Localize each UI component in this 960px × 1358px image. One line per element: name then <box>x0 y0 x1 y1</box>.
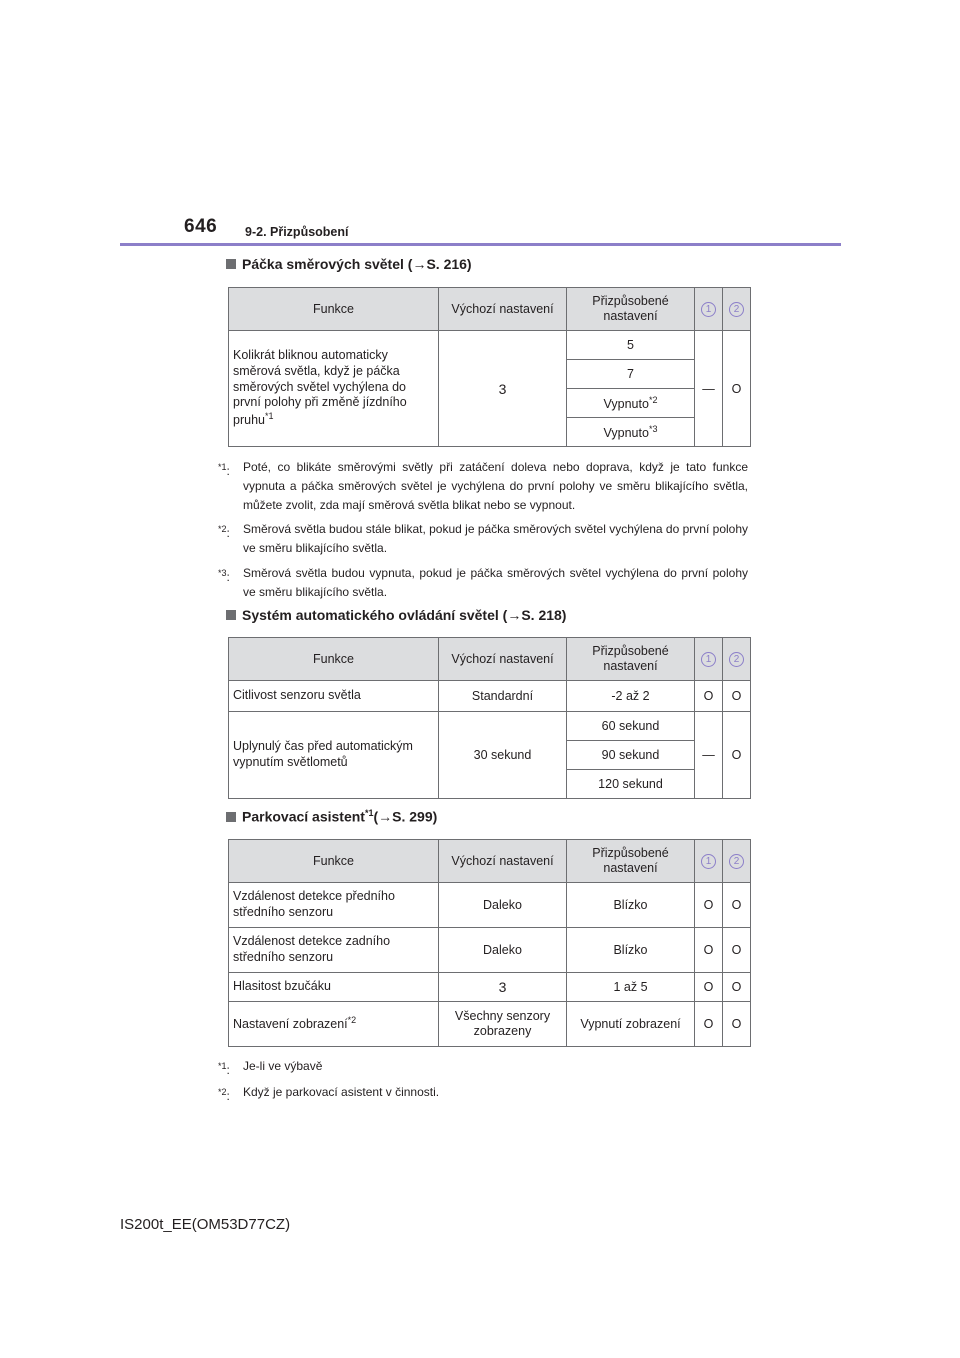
col-funkce: Funkce <box>229 638 439 681</box>
col-vychozi: Výchozí nastavení <box>439 288 567 331</box>
parking-assist-table <box>228 839 751 1047</box>
footnote-parking-2: $^{*2}$: Když je parkovací asistent v činnosti. <box>218 1085 440 1103</box>
arrow-icon: → <box>378 808 393 825</box>
cell-funkce: Kolikrát bliknou automaticky směrová světla, když je páčka směrových světel vychýlena do první polohy při změně jízdního pruhu <box>233 348 407 428</box>
heading-turn-signal: Páčka směrových světel (→S. 216) <box>226 256 472 272</box>
page-number: 646 <box>184 216 218 237</box>
cell-default: 3 <box>439 331 567 447</box>
cell-option: 7 <box>627 367 634 381</box>
table-row: Kolikrát bliknou automaticky směrová světla, když je páčka směrových světel vychýlena do první polohy při změně jízdního pruhu$^{*1}$ 3 5 — O <box>229 331 751 360</box>
col-prizpusobene: Přizpůsobené nastavení <box>567 288 695 331</box>
circle-1-icon: 1 <box>701 854 716 869</box>
footnote-2: $^{*2}$: Směrová světla budou stále blikat, pokud je páčka směrových světel vychýlena do první polohy ve směru blikajícího světla. <box>218 522 748 555</box>
heading-auto-light: Systém automatického ovládání světel (→S. 218) <box>226 607 566 623</box>
col-funkce: Funkce <box>229 840 439 883</box>
circle-1-icon: 1 <box>701 302 716 317</box>
arrow-icon: → <box>507 607 522 623</box>
col-vychozi: Výchozí nastavení <box>439 840 567 883</box>
table-row: Vzdálenost detekce předního středního senzoru Daleko Blízko O O <box>229 883 751 928</box>
footnote-parking-1: $^{*1}$: Je-li ve výbavě <box>218 1059 323 1077</box>
turn-signal-table: Funkce Výchozí nastavení Přizpůsobené nastavení 1 2 Kolikrát bliknou automaticky směrová světla, když je páčka směrových světel vychýlena do první polohy při změně jízdního pruhu$^{*1}$ 3 5 — O 7 Vypnuto$^{*2}$ Vypnuto$^{*3}$ <box>228 287 751 447</box>
table-row: Hlasitost bzučáku 3 1 až 5 O O <box>229 973 751 1002</box>
header-rule <box>120 243 841 246</box>
arrow-icon: → <box>412 256 427 272</box>
auto-light-table: Funkce Výchozí nastavení Přizpůsobené nastavení 1 2 Citlivost senzoru světla Standardní -2 až 2 O O Uplynulý čas před automatickým vypnutím světlometů 30 sekund 60 sekund — O 90 sekund 120 sekund <box>228 637 751 799</box>
col-prizpusobene: Přizpůsobené nastavení <box>567 840 695 883</box>
table-header-row <box>229 638 751 681</box>
cell-c1: — <box>695 331 723 447</box>
col-funkce: Funkce <box>229 288 439 331</box>
table-row: Citlivost senzoru světla Standardní -2 až 2 O O <box>229 681 751 712</box>
table-row: Nastavení zobrazení$^{*2}$ Všechny senzory zobrazeny Vypnutí zobrazení O O <box>229 1002 751 1047</box>
table-row: Uplynulý čas před automatickým vypnutím světlometů 30 sekund 60 sekund — O <box>229 712 751 741</box>
footnote-3: $^{*3}$: Směrová světla budou vypnuta, pokud je páčka směrových světel vychýlena do první polohy ve směru blikajícího světla. <box>218 566 748 599</box>
circle-2-icon: 2 <box>729 652 744 667</box>
col-prizpusobene: Přizpůsobené nastavení <box>567 638 695 681</box>
table-header-row <box>229 840 751 883</box>
bullet-square-icon <box>226 259 236 269</box>
section-title: 9-2. Přizpůsobení <box>245 225 349 239</box>
bullet-square-icon <box>226 610 236 620</box>
cell-option: 5 <box>627 338 634 352</box>
bullet-square-icon <box>226 812 236 822</box>
footnote-1: $^{*1}$: Poté, co blikáte směrovými světly při zatáčení doleva nebo doprava, když je tato funkce vypnuta a páčka směrových světel je vychýlena do první polohy ve směru blikajícího světla, můžete zvolit, zda mají směrová světla blikat nebo se vypnout. <box>218 460 748 512</box>
document-code: IS200t_EE(OM53D77CZ) <box>120 1216 291 1233</box>
circle-1-icon: 1 <box>701 652 716 667</box>
heading-parking-assist: Parkovací asistent$^{*1}$(→S. 299) <box>226 808 437 825</box>
cell-option: Vypnuto <box>603 426 649 441</box>
circle-2-icon: 2 <box>729 854 744 869</box>
table-row: Vzdálenost detekce zadního středního senzoru Daleko Blízko O O <box>229 928 751 973</box>
cell-option: Vypnuto <box>603 397 649 412</box>
table-header-row <box>229 288 751 331</box>
circle-2-icon: 2 <box>729 302 744 317</box>
col-vychozi: Výchozí nastavení <box>439 638 567 681</box>
cell-c2: O <box>723 331 751 447</box>
